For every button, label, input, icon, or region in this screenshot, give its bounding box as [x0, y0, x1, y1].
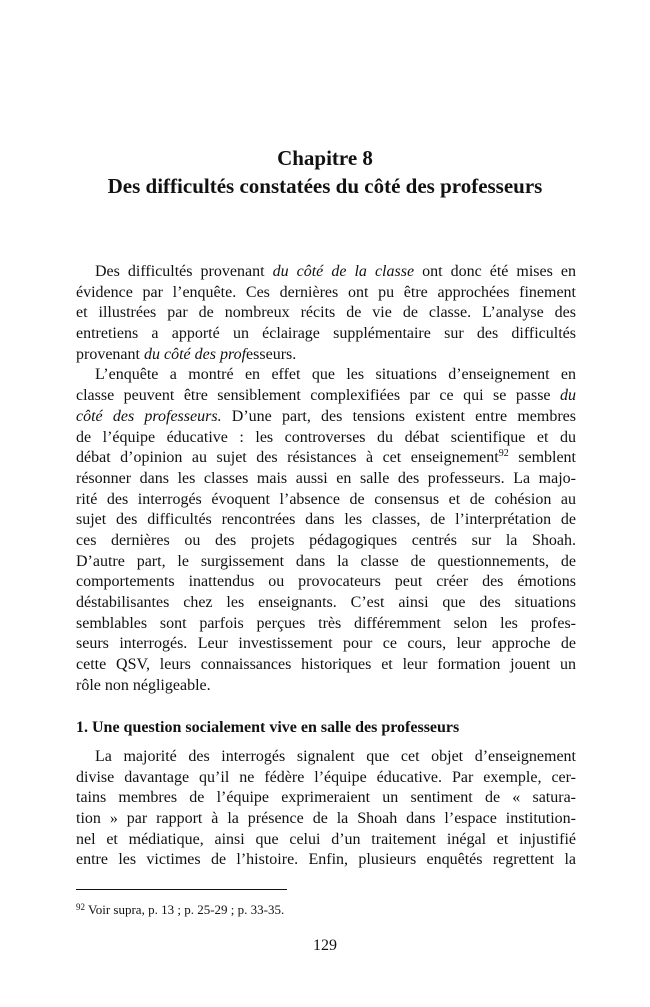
italic-text: du	[560, 387, 576, 405]
text-line	[76, 303, 576, 324]
text-segment: sujet des difficultés rencontrées dans les classes, de l’interprétation de	[76, 511, 576, 529]
text-segment: rité des interrogés évoquent l’absence de consensus et de cohésion au	[76, 490, 576, 508]
text-segment: seurs interrogés. Leur investissement pour ce cours, leur approche de	[76, 635, 576, 653]
text-line	[76, 386, 576, 407]
text-line	[76, 593, 576, 614]
italic-text: du côté des prof	[143, 345, 247, 363]
text-line	[76, 490, 576, 511]
text-line	[76, 345, 576, 366]
text-segment: évidence par l’enquête. Ces dernières ont pu être approchées finement	[76, 283, 576, 301]
text-line	[76, 634, 576, 655]
text-segment: semblent	[508, 449, 577, 467]
text-line	[76, 747, 576, 768]
text-segment: provenant	[76, 345, 144, 363]
text-segment: tion » par rapport à la présence de la Shoah dans l’espace institution-	[76, 810, 576, 828]
text-line	[76, 365, 576, 386]
text-line	[76, 531, 576, 552]
text-segment: déstabilisantes chez les enseignants. C’est ainsi que des situations	[76, 594, 576, 611]
text-segment: comportements inattendus ou provocateurs peut créer des émotions	[76, 573, 576, 591]
text-line	[76, 768, 576, 789]
text-segment: cette QSV, leurs connaissances historiques et leur formation jouent un	[76, 656, 576, 674]
italic-text: côté des professeurs.	[76, 407, 222, 425]
text-line	[76, 469, 576, 490]
footnote-number: 92	[76, 902, 85, 912]
text-line	[76, 850, 576, 871]
section-heading: 1. Une question socialement vive en salle des professeurs	[76, 719, 460, 736]
text-line	[76, 510, 576, 531]
text-segment: L’enquête a montré en effet que les situations d’enseignement en	[95, 366, 576, 384]
text-segment: D’autre part, le surgissement dans la classe de questionnements, de	[76, 552, 576, 570]
text-segment: résonner dans les classes mais aussi en salle des professeurs. La majo-	[76, 469, 576, 487]
body-text-intro	[76, 262, 576, 696]
text-line	[76, 572, 576, 593]
text-line	[76, 428, 576, 449]
italic-text: du côté de la classe	[272, 263, 415, 280]
text-line	[76, 676, 576, 697]
text-line	[76, 809, 576, 830]
text-segment: ces dernières ou des projets pédagogiques centrés sur la Shoah.	[76, 531, 576, 549]
text-segment: entre les victimes de l’histoire. Enfin, plusieurs enquêtés regrettent la	[76, 851, 576, 869]
text-segment: et illustrées par de nombreux récits de vie de classe. L’analyse des	[76, 304, 576, 322]
text-line	[76, 552, 576, 573]
text-line	[76, 614, 576, 635]
text-segment: ont donc été mises en	[414, 263, 577, 280]
text-segment: débat d’opinion au sujet des résistances à cet enseignement	[76, 449, 499, 467]
footnote-reference: 92	[498, 448, 509, 460]
text-segment: D’une part, des tensions existent entre membres	[221, 407, 576, 425]
text-segment: rôle non négligeable.	[76, 676, 211, 694]
text-line	[76, 448, 576, 469]
footnote-divider	[76, 889, 287, 890]
text-segment: esseurs.	[246, 345, 297, 363]
text-line	[76, 830, 576, 851]
text-line	[76, 262, 576, 283]
text-segment: tains membres de l’équipe exprimeraient un sentiment de « satura-	[76, 789, 576, 807]
text-segment: Des difficultés provenant	[95, 263, 273, 280]
text-line	[76, 324, 576, 345]
chapter-number: Chapitre 8	[277, 146, 373, 170]
body-text-section-1	[76, 747, 576, 871]
text-segment: classe peuvent être sensiblement complexifiées par ce qui se passe	[76, 387, 560, 405]
page-number: 129	[313, 937, 337, 954]
text-line	[76, 788, 576, 809]
text-line	[76, 407, 576, 428]
text-segment: semblables sont parfois perçues très différemment selon les profes-	[76, 614, 576, 632]
text-segment: La majorité des interrogés signalent que cet objet d’enseignement	[95, 748, 576, 765]
chapter-title: Des difficultés constatées du côté des professeurs	[107, 174, 543, 198]
footnote-text: Voir supra, p. 13 ; p. 25-29 ; p. 33-35.	[85, 902, 285, 917]
text-line	[76, 655, 576, 676]
text-segment: nel et médiatique, ainsi que celui d’un traitement inégal et injustifié	[76, 830, 576, 848]
footnote	[76, 902, 284, 918]
text-segment: de l’équipe éducative : les controverses du débat scientifique et du	[76, 428, 576, 446]
text-line	[76, 283, 576, 304]
text-segment: divise davantage qu’il ne fédère l’équipe éducative. Par exemple, cer-	[76, 768, 576, 786]
text-segment: entretiens a apporté un éclairage supplémentaire sur des difficultés	[76, 325, 576, 343]
